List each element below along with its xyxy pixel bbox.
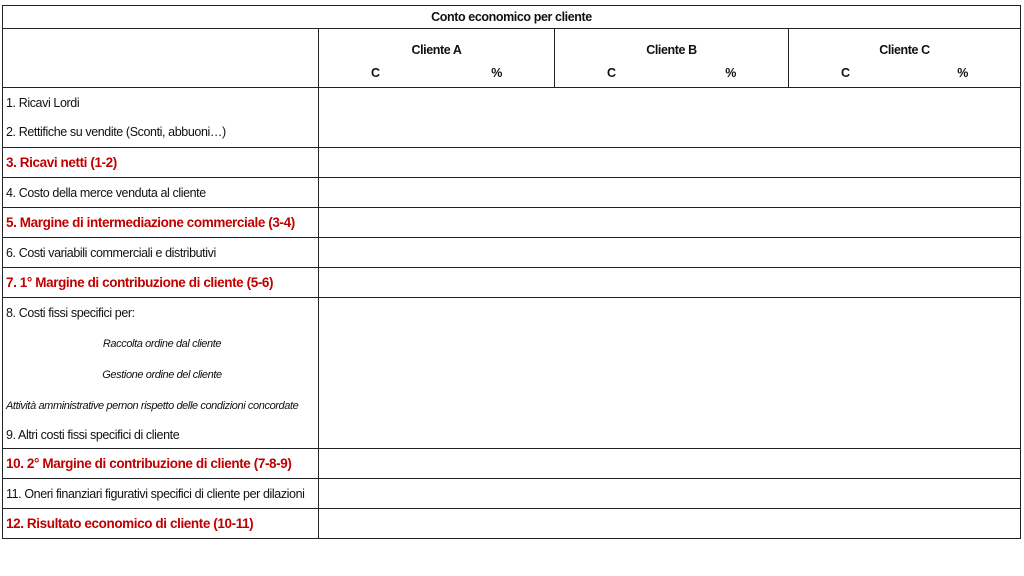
row-values-group-costi-fissi: [319, 298, 1021, 449]
row-values-oneri-finanziari: [319, 479, 1021, 509]
row-values-group-1: [319, 88, 1021, 148]
client-c-currency-unit: C: [789, 59, 905, 88]
income-statement-table: [2, 5, 1021, 539]
client-b-header: Cliente B: [555, 29, 789, 60]
row-values-primo-margine: [319, 268, 1021, 298]
client-b-currency-unit: C: [555, 59, 672, 88]
table-title: Conto economico per cliente: [3, 6, 1021, 29]
row-values-margine-intermediazione: [319, 208, 1021, 238]
row-label-rettifiche: 2. Rettifiche su vendite (Sconti, abbuoni…): [3, 118, 319, 148]
row-label-margine-intermediazione: 5. Margine di intermediazione commerciale (3-4): [3, 208, 319, 238]
client-a-percent-unit: %: [437, 59, 555, 88]
row-label-costi-variabili: 6. Costi variabili commerciali e distributivi: [3, 238, 319, 268]
label-header-cell: [3, 29, 319, 88]
client-a-currency-unit: C: [319, 59, 437, 88]
row-label-altri-costi-fissi: 9. Altri costi fissi specifici di cliente: [3, 422, 319, 449]
row-label-gestione-ordine: Gestione ordine del cliente: [3, 360, 319, 391]
client-b-percent-unit: %: [672, 59, 789, 88]
row-label-risultato-economico: 12. Risultato economico di cliente (10-11): [3, 509, 319, 539]
row-label-oneri-finanziari: 11. Oneri finanziari figurativi specifici di cliente per dilazioni: [3, 479, 319, 509]
client-c-header: Cliente C: [789, 29, 1021, 60]
row-values-ricavi-netti: [319, 148, 1021, 178]
row-label-secondo-margine: 10. 2° Margine di contribuzione di cliente (7-8-9): [3, 449, 319, 479]
row-values-risultato-economico: [319, 509, 1021, 539]
row-label-primo-margine: 7. 1° Margine di contribuzione di cliente (5-6): [3, 268, 319, 298]
row-values-secondo-margine: [319, 449, 1021, 479]
row-label-costi-fissi: 8. Costi fissi specifici per:: [3, 298, 319, 329]
row-label-raccolta-ordine: Raccolta ordine dal cliente: [3, 329, 319, 360]
row-label-ricavi-netti: 3. Ricavi netti (1-2): [3, 148, 319, 178]
income-statement-sheet: [2, 5, 1020, 568]
client-c-percent-unit: %: [905, 59, 1021, 88]
client-a-header: Cliente A: [319, 29, 555, 60]
row-values-costo-merce: [319, 178, 1021, 208]
row-label-attivita-amministrative: Attività amministrative pernon rispetto delle condizioni concordate: [3, 391, 319, 422]
row-label-ricavi-lordi: 1. Ricavi Lordi: [3, 88, 319, 118]
row-values-costi-variabili: [319, 238, 1021, 268]
row-label-costo-merce: 4. Costo della merce venduta al cliente: [3, 178, 319, 208]
